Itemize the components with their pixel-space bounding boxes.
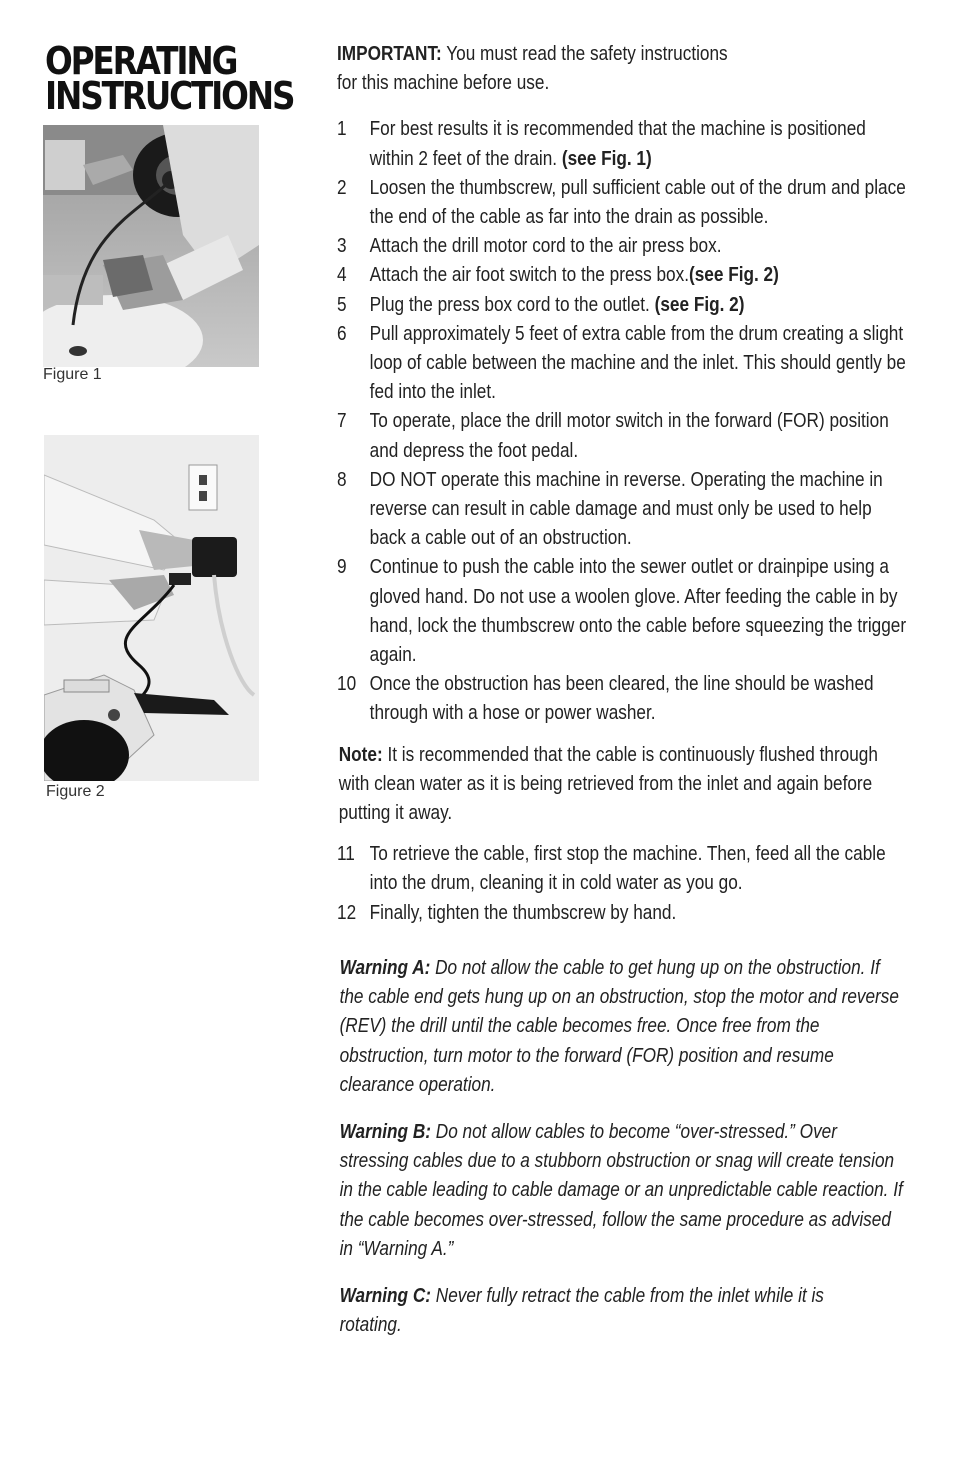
steps-list-continued bbox=[337, 840, 907, 928]
important-text: You must read the safety instructions for this machine before use. bbox=[337, 43, 728, 95]
list-item bbox=[337, 232, 907, 261]
step-text: Attach the air foot switch to the press box. bbox=[369, 264, 690, 287]
step-text: To operate, place the drill motor switch in the forward (FOR) position and depress the foot pedal. bbox=[369, 410, 889, 462]
step-text: For best results it is recommended that the machine is positioned within 2 feet of the drain. bbox=[369, 118, 866, 170]
important-label: IMPORTANT: bbox=[337, 43, 442, 65]
warning-label: Warning A: bbox=[339, 956, 431, 979]
step-number: 2 bbox=[337, 176, 347, 199]
step-text: Continue to push the cable into the sewer outlet or drainpipe using a gloved hand. Do not use a woolen glove. After feeding the cable in by hand, lock the thumbscrew onto the cable before squeezing the trigger again. bbox=[369, 556, 907, 667]
list-item bbox=[337, 466, 907, 554]
list-item bbox=[337, 553, 907, 670]
list-item bbox=[337, 291, 907, 320]
steps-list bbox=[337, 115, 907, 728]
step-text: Finally, tighten the thumbscrew by hand. bbox=[369, 901, 677, 924]
step-ref: (see Fig. 2) bbox=[654, 293, 745, 316]
step-number: 12 bbox=[337, 901, 357, 924]
page-title bbox=[45, 39, 294, 118]
warning-label: Warning C: bbox=[339, 1284, 431, 1307]
step-number: 6 bbox=[337, 322, 347, 345]
warning-label: Warning B: bbox=[339, 1120, 431, 1143]
title-line-2: INSTRUCTIONS bbox=[45, 74, 294, 118]
step-number: 9 bbox=[337, 556, 347, 579]
step-number: 11 bbox=[337, 843, 355, 866]
figure-2-caption: Figure 2 bbox=[46, 783, 105, 800]
warning-a bbox=[340, 954, 908, 1100]
list-item bbox=[337, 899, 907, 928]
note-label: Note: bbox=[338, 743, 383, 766]
list-item bbox=[337, 261, 907, 290]
note-text: It is recommended that the cable is continuously flushed through with clean water as it is being retrieved from the inlet and again before putting it away. bbox=[338, 743, 878, 825]
list-item bbox=[337, 840, 907, 898]
step-ref: (see Fig. 2) bbox=[689, 264, 779, 287]
figure-1-photo bbox=[43, 125, 259, 367]
important-notice bbox=[337, 40, 750, 98]
step-number: 7 bbox=[337, 410, 347, 433]
list-item bbox=[337, 407, 907, 465]
step-number: 8 bbox=[337, 468, 347, 491]
warning-text: Do not allow the cable to get hung up on the obstruction. If the cable end gets hung up on an obstruction, stop the motor and reverse (REV) the drill until the cable becomes free. Once free from the obstruction, turn motor to the forward (FOR) position and resume clearance operation. bbox=[339, 956, 899, 1096]
figure-2-photo bbox=[44, 435, 259, 781]
step-number: 3 bbox=[337, 235, 347, 258]
title-line-1: OPERATING bbox=[45, 39, 237, 83]
figure-1-caption: Figure 1 bbox=[43, 366, 102, 383]
step-number: 5 bbox=[337, 293, 347, 316]
warning-b bbox=[340, 1118, 908, 1264]
step-number: 1 bbox=[337, 118, 347, 141]
warning-text: Never fully retract the cable from the inlet while it is rotating. bbox=[339, 1284, 824, 1337]
list-item bbox=[337, 174, 907, 232]
step-text: Plug the press box cord to the outlet. bbox=[369, 293, 655, 316]
step-number: 10 bbox=[337, 673, 357, 696]
instructions-column bbox=[337, 40, 907, 1358]
step-text: Once the obstruction has been cleared, the line should be washed through with a hose or power washer. bbox=[369, 673, 874, 725]
step-text: Attach the drill motor cord to the air press box. bbox=[369, 235, 722, 258]
warning-text: Do not allow cables to become “over-stressed.” Over stressing cables due to a stubborn obstruction or snag will create tension in the cable leading to cable damage or an unpredictable cable reaction. If the cable becomes over-stressed, follow the same procedure as advised in “Warning A.” bbox=[339, 1120, 903, 1260]
step-number: 4 bbox=[337, 264, 347, 287]
step-ref: (see Fig. 1) bbox=[561, 147, 652, 170]
note-paragraph bbox=[339, 741, 907, 829]
step-text: Pull approximately 5 feet of extra cable from the drum creating a slight loop of cable between the machine and the inlet. This should gently be fed into the inlet. bbox=[369, 322, 906, 404]
step-text: Loosen the thumbscrew, pull sufficient cable out of the drum and place the end of the cable as far into the drain as possible. bbox=[369, 176, 906, 229]
list-item bbox=[337, 115, 907, 173]
warning-c bbox=[340, 1282, 839, 1340]
list-item bbox=[337, 670, 907, 728]
step-text: DO NOT operate this machine in reverse. Operating the machine in reverse can result in cable damage and must only be used to help back a cable out of an obstruction. bbox=[369, 468, 883, 550]
list-item bbox=[337, 320, 907, 408]
step-text: To retrieve the cable, first stop the machine. Then, feed all the cable into the drum, cleaning it in cold water as you go. bbox=[369, 843, 886, 895]
